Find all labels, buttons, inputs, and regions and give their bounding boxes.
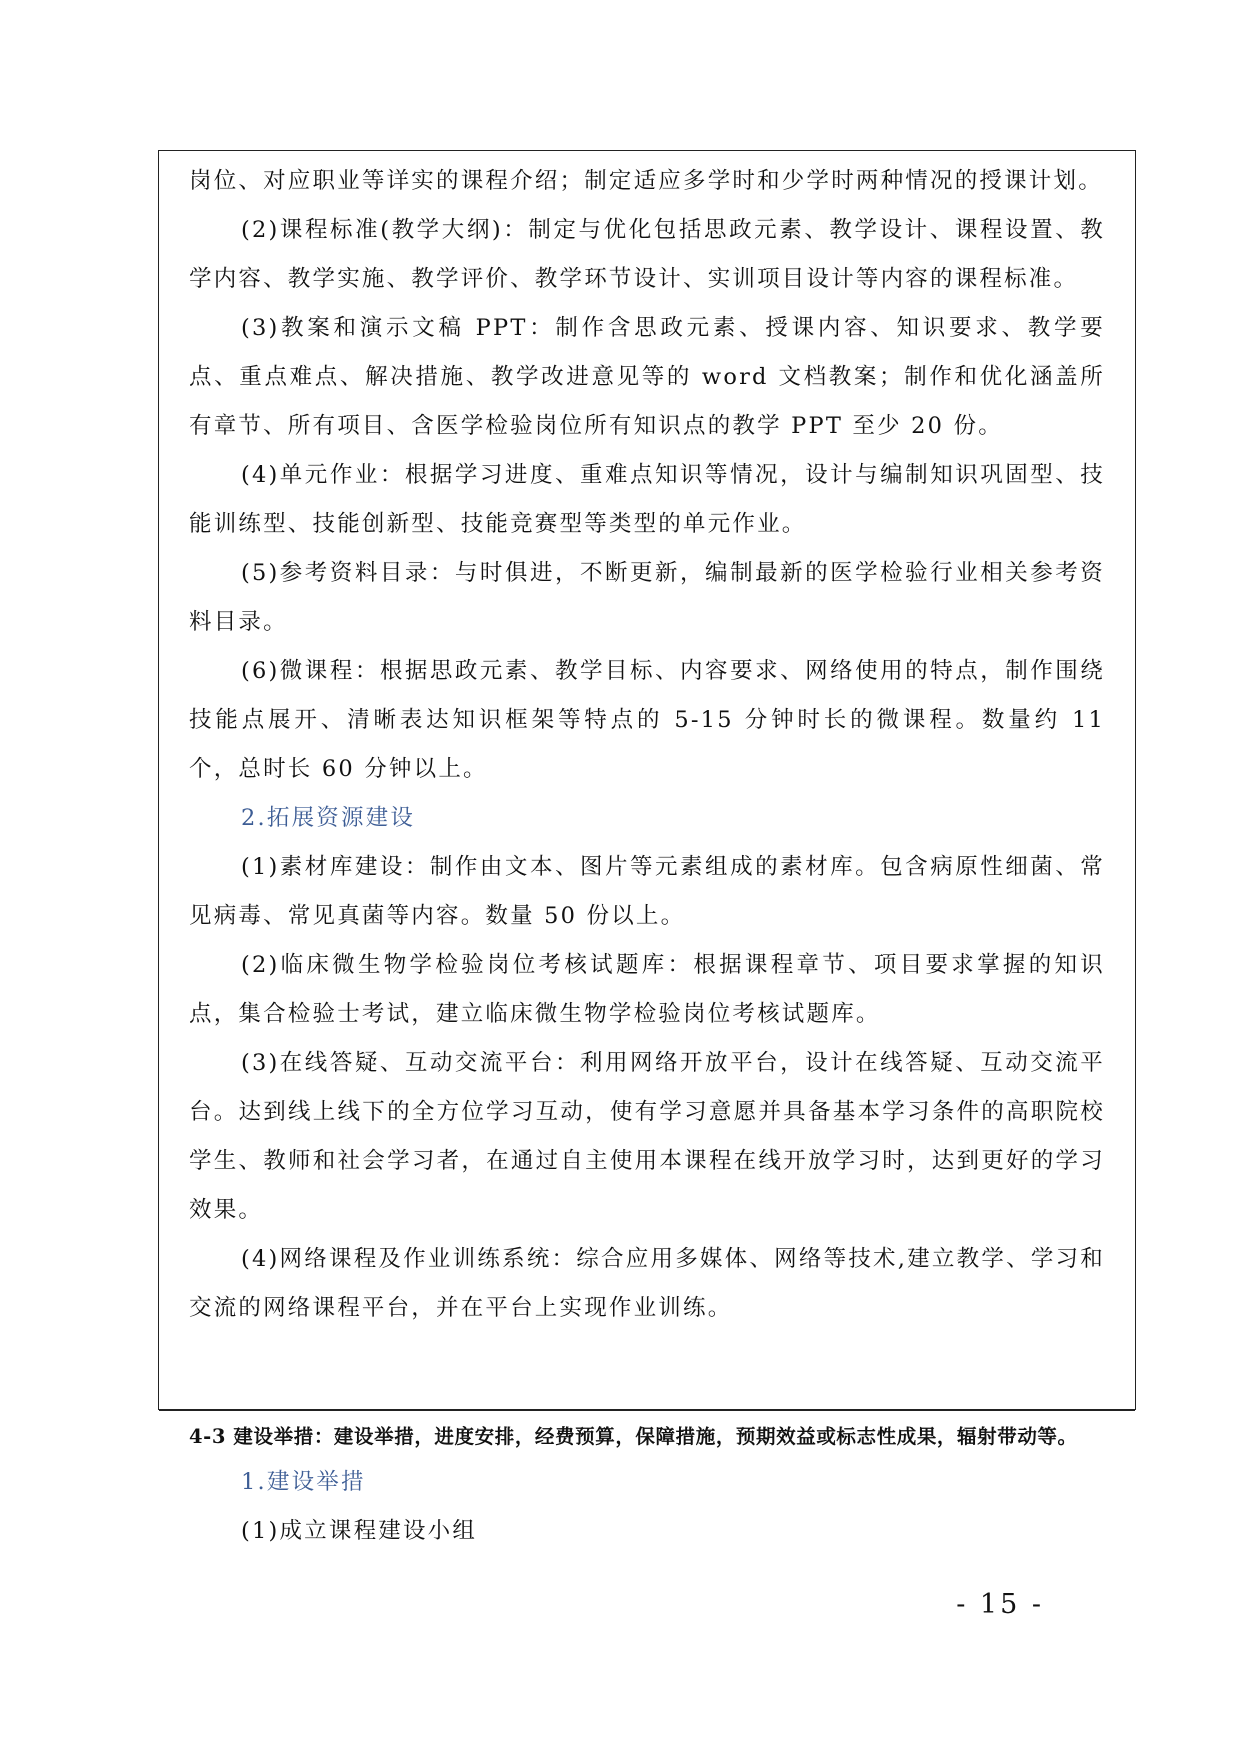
table-divider — [159, 1410, 1135, 1411]
item-course-team: (1)成立课程建设小组 — [241, 1518, 478, 1544]
paragraph-lesson-plan-ppt: (3)教案和演示文稿 PPT：制作含思政元素、授课内容、知识要求、教学要点、重点难点、解决措施、教学改进意见等的 word 文档教案；制作和优化涵盖所有章节、所有项目、含医学检验岗位所有知识点的教学 PPT 至少 20 份。 — [189, 315, 1105, 439]
content-table — [158, 150, 1136, 1544]
heading-construction-measures: 1.建设举措 — [241, 1469, 366, 1495]
paragraph-reference-list: (5)参考资料目录：与时俱进，不断更新，编制最新的医学检验行业相关参考资料目录。 — [189, 560, 1105, 635]
page-number: - 15 - — [956, 1589, 1044, 1620]
paragraph-course-intro: 岗位、对应职业等详实的课程介绍；制定适应多学时和少学时两种情况的授课计划。 — [189, 168, 1103, 194]
section-note: 4-3 建设举措：建设举措，进度安排，经费预算，保障措施，预期效益或标志性成果，辐射带动等。 — [189, 1425, 1078, 1448]
paragraph-material-library: (1)素材库建设：制作由文本、图片等元素组成的素材库。包含病原性细菌、常见病毒、常见真菌等内容。数量 50 份以上。 — [189, 854, 1105, 929]
paragraph-network-course: (4)网络课程及作业训练系统：综合应用多媒体、网络等技术,建立教学、学习和交流的网络课程平台，并在平台上实现作业训练。 — [189, 1246, 1105, 1321]
paragraph-unit-homework: (4)单元作业：根据学习进度、重难点知识等情况，设计与编制知识巩固型、技能训练型、技能创新型、技能竞赛型等类型的单元作业。 — [189, 462, 1105, 537]
lower-cell — [159, 1412, 1135, 1556]
paragraph-course-standard: (2)课程标准(教学大纲)：制定与优化包括思政元素、教学设计、课程设置、教学内容、教学实施、教学评价、教学环节设计、实训项目设计等内容的课程标准。 — [189, 217, 1105, 292]
paragraph-micro-course: (6)微课程：根据思政元素、教学目标、内容要求、网络使用的特点，制作围绕技能点展开、清晰表达知识框架等特点的 5-15 分钟时长的微课程。数量约 11 个，总时长 60 分钟以上。 — [189, 658, 1105, 782]
upper-cell — [159, 151, 1135, 1410]
paragraph-online-qa: (3)在线答疑、互动交流平台：利用网络开放平台，设计在线答疑、互动交流平台。达到线上线下的全方位学习互动，使有学习意愿并具备基本学习条件的高职院校学生、教师和社会学习者，在通过自主使用本课程在线开放学习时，达到更好的学习效果。 — [189, 1050, 1105, 1223]
paragraph-question-bank: (2)临床微生物学检验岗位考核试题库：根据课程章节、项目要求掌握的知识点，集合检验士考试，建立临床微生物学检验岗位考核试题库。 — [189, 952, 1105, 1027]
heading-extended-resources: 2.拓展资源建设 — [241, 805, 416, 831]
